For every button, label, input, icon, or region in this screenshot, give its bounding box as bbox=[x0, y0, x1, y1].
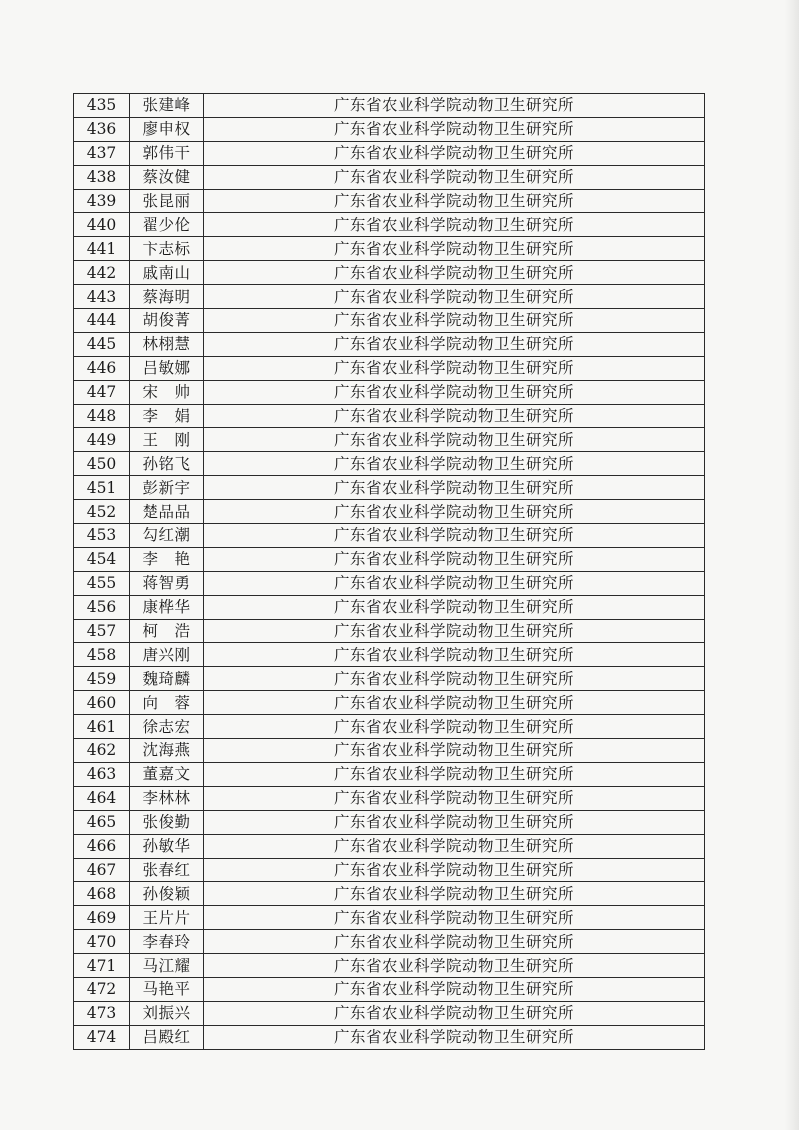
table-row bbox=[74, 643, 705, 667]
table-row bbox=[74, 476, 705, 500]
table-row bbox=[74, 547, 705, 571]
row-number: 435 bbox=[74, 94, 130, 118]
organization-name: 广东省农业科学院动物卫生研究所 bbox=[204, 739, 705, 763]
table-row bbox=[74, 954, 705, 978]
table-row bbox=[74, 404, 705, 428]
table-body bbox=[74, 94, 705, 1050]
table-row bbox=[74, 189, 705, 213]
table-row bbox=[74, 117, 705, 141]
person-name: 李春玲 bbox=[130, 930, 204, 954]
table-row bbox=[74, 595, 705, 619]
organization-name: 广东省农业科学院动物卫生研究所 bbox=[204, 189, 705, 213]
table-row bbox=[74, 332, 705, 356]
row-number: 444 bbox=[74, 309, 130, 333]
organization-name: 广东省农业科学院动物卫生研究所 bbox=[204, 428, 705, 452]
person-name: 唐兴刚 bbox=[130, 643, 204, 667]
organization-name: 广东省农业科学院动物卫生研究所 bbox=[204, 810, 705, 834]
organization-name: 广东省农业科学院动物卫生研究所 bbox=[204, 786, 705, 810]
row-number: 461 bbox=[74, 715, 130, 739]
person-name: 向 蓉 bbox=[130, 691, 204, 715]
person-name: 宋 帅 bbox=[130, 380, 204, 404]
organization-name: 广东省农业科学院动物卫生研究所 bbox=[204, 882, 705, 906]
organization-name: 广东省农业科学院动物卫生研究所 bbox=[204, 213, 705, 237]
page-edge-shadow bbox=[785, 0, 799, 1130]
row-number: 438 bbox=[74, 165, 130, 189]
person-name: 马江耀 bbox=[130, 954, 204, 978]
person-name: 张昆丽 bbox=[130, 189, 204, 213]
row-number: 439 bbox=[74, 189, 130, 213]
row-number: 472 bbox=[74, 977, 130, 1001]
table-row bbox=[74, 1001, 705, 1025]
row-number: 456 bbox=[74, 595, 130, 619]
table-row bbox=[74, 786, 705, 810]
organization-name: 广东省农业科学院动物卫生研究所 bbox=[204, 595, 705, 619]
row-number: 453 bbox=[74, 524, 130, 548]
organization-name: 广东省农业科学院动物卫生研究所 bbox=[204, 500, 705, 524]
table-row bbox=[74, 380, 705, 404]
organization-name: 广东省农业科学院动物卫生研究所 bbox=[204, 858, 705, 882]
row-number: 459 bbox=[74, 667, 130, 691]
person-name: 张俊勤 bbox=[130, 810, 204, 834]
person-name: 蒋智勇 bbox=[130, 571, 204, 595]
organization-name: 广东省农业科学院动物卫生研究所 bbox=[204, 954, 705, 978]
table-row bbox=[74, 428, 705, 452]
organization-name: 广东省农业科学院动物卫生研究所 bbox=[204, 1001, 705, 1025]
person-name: 勾红潮 bbox=[130, 524, 204, 548]
organization-name: 广东省农业科学院动物卫生研究所 bbox=[204, 643, 705, 667]
organization-name: 广东省农业科学院动物卫生研究所 bbox=[204, 94, 705, 118]
person-name: 李 艳 bbox=[130, 547, 204, 571]
organization-name: 广东省农业科学院动物卫生研究所 bbox=[204, 571, 705, 595]
row-number: 471 bbox=[74, 954, 130, 978]
person-name: 卞志标 bbox=[130, 237, 204, 261]
person-name: 董嘉文 bbox=[130, 762, 204, 786]
table-row bbox=[74, 715, 705, 739]
row-number: 457 bbox=[74, 619, 130, 643]
row-number: 470 bbox=[74, 930, 130, 954]
organization-name: 广东省农业科学院动物卫生研究所 bbox=[204, 906, 705, 930]
table-row bbox=[74, 94, 705, 118]
organization-name: 广东省农业科学院动物卫生研究所 bbox=[204, 691, 705, 715]
row-number: 464 bbox=[74, 786, 130, 810]
personnel-list-table bbox=[73, 93, 705, 1050]
organization-name: 广东省农业科学院动物卫生研究所 bbox=[204, 524, 705, 548]
table-row bbox=[74, 571, 705, 595]
row-number: 468 bbox=[74, 882, 130, 906]
person-name: 李林林 bbox=[130, 786, 204, 810]
row-number: 437 bbox=[74, 141, 130, 165]
row-number: 462 bbox=[74, 739, 130, 763]
organization-name: 广东省农业科学院动物卫生研究所 bbox=[204, 309, 705, 333]
row-number: 445 bbox=[74, 332, 130, 356]
table-row bbox=[74, 165, 705, 189]
table-row bbox=[74, 261, 705, 285]
person-name: 吕殿红 bbox=[130, 1025, 204, 1049]
organization-name: 广东省农业科学院动物卫生研究所 bbox=[204, 332, 705, 356]
person-name: 柯 浩 bbox=[130, 619, 204, 643]
person-name: 蔡汝健 bbox=[130, 165, 204, 189]
table-row bbox=[74, 309, 705, 333]
row-number: 436 bbox=[74, 117, 130, 141]
person-name: 彭新宇 bbox=[130, 476, 204, 500]
person-name: 王 刚 bbox=[130, 428, 204, 452]
person-name: 孙敏华 bbox=[130, 834, 204, 858]
row-number: 450 bbox=[74, 452, 130, 476]
table-row bbox=[74, 834, 705, 858]
table-row bbox=[74, 930, 705, 954]
person-name: 翟少伦 bbox=[130, 213, 204, 237]
table-row bbox=[74, 739, 705, 763]
organization-name: 广东省农业科学院动物卫生研究所 bbox=[204, 619, 705, 643]
row-number: 440 bbox=[74, 213, 130, 237]
row-number: 441 bbox=[74, 237, 130, 261]
person-name: 王片片 bbox=[130, 906, 204, 930]
person-name: 张春红 bbox=[130, 858, 204, 882]
row-number: 448 bbox=[74, 404, 130, 428]
organization-name: 广东省农业科学院动物卫生研究所 bbox=[204, 117, 705, 141]
row-number: 447 bbox=[74, 380, 130, 404]
organization-name: 广东省农业科学院动物卫生研究所 bbox=[204, 715, 705, 739]
person-name: 康桦华 bbox=[130, 595, 204, 619]
table-row bbox=[74, 667, 705, 691]
table-row bbox=[74, 906, 705, 930]
person-name: 孙铭飞 bbox=[130, 452, 204, 476]
row-number: 460 bbox=[74, 691, 130, 715]
row-number: 465 bbox=[74, 810, 130, 834]
organization-name: 广东省农业科学院动物卫生研究所 bbox=[204, 1025, 705, 1049]
organization-name: 广东省农业科学院动物卫生研究所 bbox=[204, 165, 705, 189]
person-name: 徐志宏 bbox=[130, 715, 204, 739]
row-number: 442 bbox=[74, 261, 130, 285]
row-number: 443 bbox=[74, 285, 130, 309]
table-row bbox=[74, 500, 705, 524]
organization-name: 广东省农业科学院动物卫生研究所 bbox=[204, 834, 705, 858]
row-number: 467 bbox=[74, 858, 130, 882]
table-row bbox=[74, 858, 705, 882]
table-row bbox=[74, 882, 705, 906]
table-row bbox=[74, 1025, 705, 1049]
row-number: 449 bbox=[74, 428, 130, 452]
person-name: 孙俊颖 bbox=[130, 882, 204, 906]
organization-name: 广东省农业科学院动物卫生研究所 bbox=[204, 261, 705, 285]
table-row bbox=[74, 213, 705, 237]
row-number: 458 bbox=[74, 643, 130, 667]
person-name: 楚品品 bbox=[130, 500, 204, 524]
organization-name: 广东省农业科学院动物卫生研究所 bbox=[204, 762, 705, 786]
row-number: 466 bbox=[74, 834, 130, 858]
table-row bbox=[74, 762, 705, 786]
row-number: 463 bbox=[74, 762, 130, 786]
person-name: 郭伟干 bbox=[130, 141, 204, 165]
organization-name: 广东省农业科学院动物卫生研究所 bbox=[204, 237, 705, 261]
person-name: 林栩慧 bbox=[130, 332, 204, 356]
organization-name: 广东省农业科学院动物卫生研究所 bbox=[204, 977, 705, 1001]
table-row bbox=[74, 691, 705, 715]
person-name: 魏琦麟 bbox=[130, 667, 204, 691]
organization-name: 广东省农业科学院动物卫生研究所 bbox=[204, 476, 705, 500]
organization-name: 广东省农业科学院动物卫生研究所 bbox=[204, 380, 705, 404]
table-row bbox=[74, 356, 705, 380]
person-name: 张建峰 bbox=[130, 94, 204, 118]
organization-name: 广东省农业科学院动物卫生研究所 bbox=[204, 930, 705, 954]
table-row bbox=[74, 237, 705, 261]
organization-name: 广东省农业科学院动物卫生研究所 bbox=[204, 356, 705, 380]
organization-name: 广东省农业科学院动物卫生研究所 bbox=[204, 285, 705, 309]
person-name: 胡俊菁 bbox=[130, 309, 204, 333]
row-number: 469 bbox=[74, 906, 130, 930]
table-row bbox=[74, 619, 705, 643]
person-name: 戚南山 bbox=[130, 261, 204, 285]
person-name: 马艳平 bbox=[130, 977, 204, 1001]
table-row bbox=[74, 141, 705, 165]
row-number: 446 bbox=[74, 356, 130, 380]
organization-name: 广东省农业科学院动物卫生研究所 bbox=[204, 452, 705, 476]
table-row bbox=[74, 452, 705, 476]
table-row bbox=[74, 810, 705, 834]
organization-name: 广东省农业科学院动物卫生研究所 bbox=[204, 404, 705, 428]
row-number: 455 bbox=[74, 571, 130, 595]
row-number: 452 bbox=[74, 500, 130, 524]
row-number: 451 bbox=[74, 476, 130, 500]
person-name: 蔡海明 bbox=[130, 285, 204, 309]
organization-name: 广东省农业科学院动物卫生研究所 bbox=[204, 547, 705, 571]
person-name: 吕敏娜 bbox=[130, 356, 204, 380]
table-row bbox=[74, 977, 705, 1001]
row-number: 474 bbox=[74, 1025, 130, 1049]
organization-name: 广东省农业科学院动物卫生研究所 bbox=[204, 667, 705, 691]
table-row bbox=[74, 524, 705, 548]
person-name: 李 娟 bbox=[130, 404, 204, 428]
person-name: 廖申权 bbox=[130, 117, 204, 141]
organization-name: 广东省农业科学院动物卫生研究所 bbox=[204, 141, 705, 165]
person-name: 刘振兴 bbox=[130, 1001, 204, 1025]
person-name: 沈海燕 bbox=[130, 739, 204, 763]
row-number: 454 bbox=[74, 547, 130, 571]
table-row bbox=[74, 285, 705, 309]
row-number: 473 bbox=[74, 1001, 130, 1025]
